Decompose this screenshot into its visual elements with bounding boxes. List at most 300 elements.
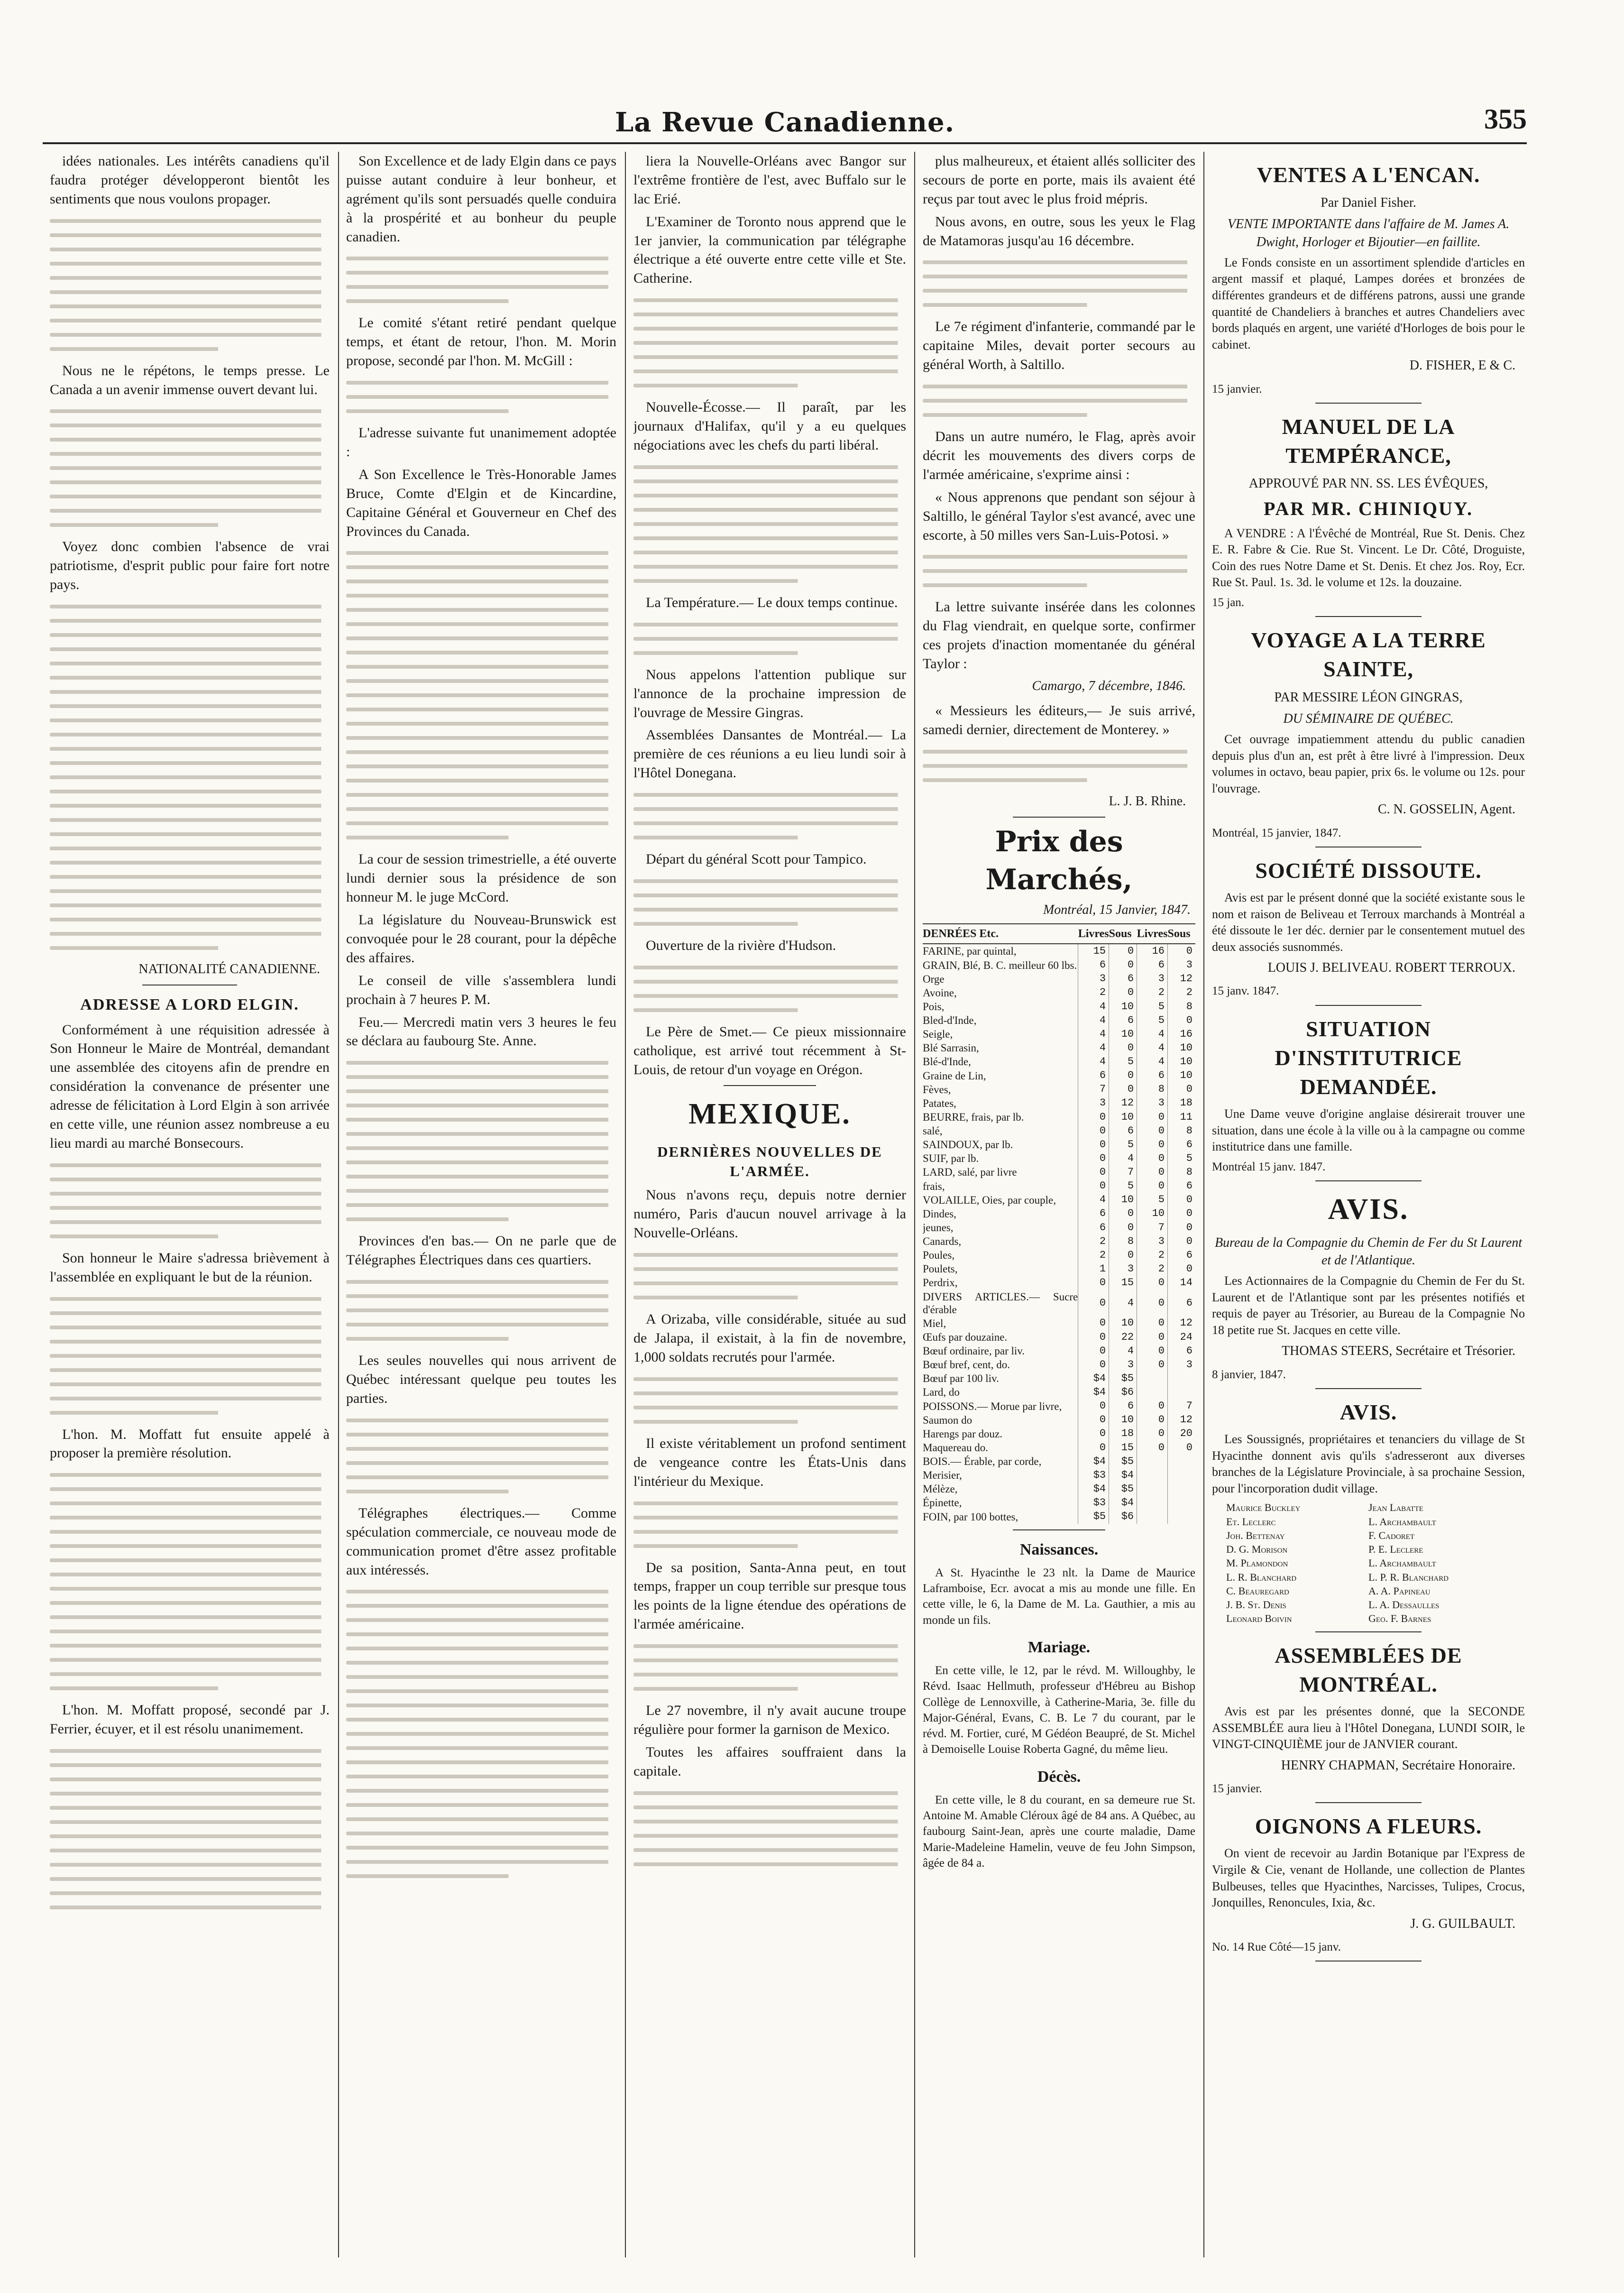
advertisement — [1212, 412, 1525, 617]
advertisement — [1212, 1014, 1525, 1182]
commodity-cell: Poules, — [923, 1249, 955, 1262]
price-cell: 5 — [1137, 1000, 1168, 1013]
price-cell: 0 — [1137, 1165, 1168, 1179]
signatory-name: Maurice Buckley — [1226, 1501, 1301, 1514]
price-row — [923, 1358, 1195, 1372]
article-paragraph: Le 7e régiment d'infanterie, commandé par le capitaine Miles, devait porter secours au général Worth, à Saltillo. — [923, 319, 1195, 373]
article-paragraph: Nouvelle-Écosse.— Il paraît, par les journaux d'Halifax, qu'il y a eu quelques négociations avec les chefs du parti libéral. — [633, 399, 906, 453]
section-rule — [1013, 817, 1106, 818]
commodity-cell: Avoine, — [923, 986, 957, 999]
illegible-text-block — [633, 623, 906, 655]
price-cell: $4 — [1078, 1482, 1109, 1496]
illegible-text-block — [346, 381, 616, 413]
section-rule — [1315, 1388, 1422, 1389]
price-row — [923, 1468, 1195, 1482]
article-paragraph: Le Père de Smet.— Ce pieux missionnaire catholique, est arrivé tout récemment à St-Louis, de retour d'un voyage en Orégon. — [633, 1023, 906, 1077]
price-cell: 11 — [1168, 1110, 1196, 1124]
commodity-cell: SAINDOUX, par lb. — [923, 1139, 1013, 1151]
commodity-cell: Pois, — [923, 1000, 945, 1013]
article-paragraph: « Nous apprenons que pendant son séjour à Saltillo, le général Taylor s'est avancé, avec une escorte, à 50 milles vers San-Luis-Potosi. » — [923, 489, 1195, 543]
price-cell: 5 — [1109, 1179, 1137, 1193]
commodity-cell: GRAIN, Blé, B. C. meilleur 60 lbs. — [923, 959, 1077, 971]
price-cell: 4 — [1078, 1000, 1109, 1013]
advertisement-body: On vient de recevoir au Jardin Botanique par l'Express de Virgile & Cie, venant de Hollande, une collection de Plantes Bulbeuses, telles que Hyacinthes, Narcisses, Tulipes, Crocus, Jonquilles, Renoncules, Ixia, &c. — [1212, 1846, 1525, 1910]
price-cell: 0 — [1078, 1276, 1109, 1289]
price-cell: 0 — [1109, 1207, 1137, 1221]
price-cell — [1168, 1372, 1196, 1385]
price-cell: 15 — [1109, 1276, 1137, 1289]
article-paragraph: Télégraphes électriques.— Comme spéculation commerciale, ce nouveau mode de communication promet d'être assez profitable aux intéressés. — [346, 1505, 616, 1578]
column-divider — [1203, 152, 1204, 2257]
header-cell: DENRÉES Etc. — [923, 924, 1078, 944]
price-cell: 4 — [1109, 1290, 1137, 1317]
price-cell: 6 — [1109, 972, 1137, 986]
illegible-text-block — [50, 1749, 330, 1909]
price-cell: 5 — [1137, 1193, 1168, 1207]
price-cell: 12 — [1109, 1096, 1137, 1110]
article-paragraph: A Son Excellence le Très-Honorable James Bruce, Comte d'Elgin et de Kincardine, Capitaine Général et Gouverneur en Chef des Provinces du Canada. — [346, 466, 616, 539]
commodity-cell: Lard, do — [923, 1386, 960, 1399]
price-cell: 3 — [1137, 1234, 1168, 1248]
illegible-text-block — [633, 1377, 906, 1424]
price-cell: 4 — [1109, 1344, 1137, 1358]
price-cell: 0 — [1078, 1165, 1109, 1179]
advertisement-title: VENTES A L'ENCAN. — [1257, 163, 1480, 187]
section-rule — [1315, 1631, 1422, 1632]
price-row — [923, 1276, 1195, 1289]
price-cell: 20 — [1168, 1427, 1196, 1441]
advertisement-signature: J. G. GUILBAULT. — [1410, 1916, 1515, 1931]
price-cell: 5 — [1137, 1013, 1168, 1027]
price-row — [923, 1138, 1195, 1151]
price-row — [923, 1317, 1195, 1330]
price-cell — [1137, 1510, 1168, 1524]
price-cell: 2 — [1078, 1248, 1109, 1262]
price-cell: $4 — [1078, 1455, 1109, 1468]
advertisement-body: A VENDRE : A l'Évêché de Montréal, Rue St. Denis. Chez E. R. Fabre & Cie. Rue St. Vincent. Le Dr. Côté, Droguiste, Coin des rues Notre Dame et St. Denis. Et chez Jos. Roy, Ecr. Rue St. Paul. 1s. 3d. le volume et 12s. la douzaine. — [1212, 526, 1525, 589]
commodity-cell: Seigle, — [923, 1028, 953, 1041]
column-3 — [633, 152, 906, 2257]
price-cell: 0 — [1109, 1248, 1137, 1262]
commodity-cell: FOIN, par 100 bottes, — [923, 1510, 1018, 1523]
price-cell: 0 — [1137, 1179, 1168, 1193]
price-cell: 10 — [1109, 1413, 1137, 1427]
price-cell: 0 — [1078, 1427, 1109, 1441]
price-cell: 6 — [1137, 958, 1168, 972]
article-paragraph: Voyez donc combien l'absence de vrai patriotisme, d'esprit public pour faire fort notre pays. — [50, 539, 330, 593]
price-row — [923, 972, 1195, 986]
price-cell: 4 — [1137, 1027, 1168, 1041]
illegible-text-block — [50, 409, 330, 527]
price-cell: 10 — [1109, 1193, 1137, 1207]
advertisement-body: Une Dame veuve d'origine anglaise désirerait trouver une situation, dans une école à la ville ou à la campagne ou comme institutrice dans une famille. — [1212, 1107, 1525, 1154]
price-cell: 8 — [1168, 1165, 1196, 1179]
price-cell: 4 — [1137, 1055, 1168, 1068]
price-row — [923, 1055, 1195, 1068]
commodity-cell: SUIF, par lb. — [923, 1152, 979, 1165]
price-cell: 2 — [1137, 1248, 1168, 1262]
price-cell: 10 — [1109, 1000, 1137, 1013]
commodity-cell: Bled-d'Inde, — [923, 1014, 977, 1027]
price-row — [923, 1427, 1195, 1441]
price-cell: 10 — [1168, 1055, 1196, 1068]
illegible-text-block — [50, 1297, 330, 1415]
commodity-cell: Perdrix, — [923, 1277, 958, 1289]
price-cell: 2 — [1137, 1262, 1168, 1276]
article-paragraph: idées nationales. Les intérêts canadiens qu'il faudra protéger développeront bientôt les sentiments que nous voulons propager. — [50, 153, 330, 207]
price-cell — [1168, 1468, 1196, 1482]
article-paragraph: L'Examiner de Toronto nous apprend que le 1er janvier, la communication par télégraphe électrique a été ouverte entre cette ville et Ste. Catherine. — [633, 213, 906, 286]
signatories-list — [1226, 1501, 1511, 1625]
section-rule — [1315, 403, 1422, 404]
commodity-cell: Patates, — [923, 1097, 956, 1109]
marriage-heading: Mariage. — [1028, 1638, 1091, 1656]
illegible-text-block — [50, 1473, 330, 1690]
price-table-header — [923, 924, 1195, 944]
advertisement-title: MANUEL DE LA TEMPÉRANCE, — [1282, 414, 1455, 468]
price-cell: 0 — [1078, 1413, 1109, 1427]
commodity-cell: Bœuf par 100 liv. — [923, 1372, 999, 1385]
advertisement — [1212, 1190, 1525, 1389]
article-paragraph: Ouverture de la rivière d'Hudson. — [646, 938, 836, 954]
article-paragraph: L'hon. M. Moffatt fut ensuite appelé à proposer la première résolution. — [50, 1426, 330, 1461]
advertisement — [1212, 1812, 1525, 1961]
section-rule — [1315, 1180, 1422, 1181]
price-row — [923, 1096, 1195, 1110]
commodity-cell: Miel, — [923, 1317, 946, 1329]
illegible-text-block — [50, 219, 330, 351]
page-number: 355 — [1484, 103, 1527, 135]
price-cell: 6 — [1078, 1221, 1109, 1234]
advertisement-signature: THOMAS STEERS, Secrétaire et Trésorier. — [1281, 1344, 1515, 1359]
price-cell: 0 — [1109, 1041, 1137, 1055]
price-row — [923, 1248, 1195, 1262]
price-cell — [1168, 1482, 1196, 1496]
price-cell: 0 — [1109, 1221, 1137, 1234]
price-row — [923, 1013, 1195, 1027]
price-cell: 0 — [1078, 1400, 1109, 1413]
price-cell: 15 — [1078, 944, 1109, 958]
signatory-name: Geo. F. Barnes — [1368, 1612, 1431, 1625]
signatory-name: L. Archambault — [1368, 1515, 1436, 1528]
price-cell: 6 — [1168, 1248, 1196, 1262]
illegible-text-block — [346, 1590, 616, 1878]
price-cell: 6 — [1109, 1124, 1137, 1138]
price-row — [923, 1496, 1195, 1510]
header-cell: Sous — [1168, 924, 1196, 944]
price-cell: 0 — [1168, 1207, 1196, 1221]
price-row — [923, 1069, 1195, 1083]
article-paragraph: La législature du Nouveau-Brunswick est convoquée pour le 28 courant, pour la dépêche des affaires. — [346, 912, 616, 966]
signatory-name: C. Beauregard — [1226, 1584, 1289, 1597]
illegible-text-block — [633, 1644, 906, 1691]
signatory-name: A. A. Papineau — [1368, 1584, 1431, 1597]
section-subheading: DERNIÈRES NOUVELLES DE L'ARMÉE. — [657, 1143, 882, 1180]
price-cell: 8 — [1109, 1234, 1137, 1248]
prices-date: Montréal, 15 Janvier, 1847. — [1043, 902, 1191, 917]
advertisement-date: No. 14 Rue Côté—15 janv. — [1212, 1940, 1341, 1953]
price-cell: 4 — [1137, 1041, 1168, 1055]
article-paragraph: Le conseil de ville s'assemblera lundi prochain à 7 heures P. M. — [346, 972, 616, 1007]
advertisement-body: Avis est par le présent donné que la société existante sous le nom et raison de Beliveau et Terroux marchands à Montréal a été dissoute le 1er déc. dernier par le consentement mutuel des deux associés susnommés. — [1212, 890, 1525, 954]
commodity-cell: Œufs par douzaine. — [923, 1331, 1008, 1343]
advertisement-signature: C. N. GOSSELIN, Agent. — [1377, 802, 1515, 817]
price-cell: 5 — [1168, 1151, 1196, 1165]
price-cell: 0 — [1137, 1276, 1168, 1289]
commodity-cell: Merisier, — [923, 1469, 962, 1482]
signatory-name: M. Plamondon — [1226, 1557, 1288, 1569]
price-cell: 0 — [1168, 944, 1196, 958]
article-paragraph: De sa position, Santa-Anna peut, en tout temps, frapper un coup terrible sur presque tous les points de la ligne étendue des opérations de l'armée américaine. — [633, 1559, 906, 1632]
advertisement-signature: HENRY CHAPMAN, Secrétaire Honoraire. — [1281, 1758, 1515, 1773]
price-cell: 8 — [1137, 1083, 1168, 1096]
advertisement-title: VOYAGE A LA TERRE SAINTE, — [1251, 628, 1486, 681]
illegible-text-block — [633, 1791, 906, 1866]
price-cell: 0 — [1078, 1138, 1109, 1151]
advertisement-date: 15 janvier. — [1212, 382, 1262, 396]
signatory-name: Jean Labatte — [1368, 1501, 1423, 1514]
illegible-text-block — [923, 385, 1195, 417]
price-cell: 6 — [1168, 1290, 1196, 1317]
advertisement — [1212, 856, 1525, 1006]
price-cell: 6 — [1109, 1400, 1137, 1413]
article-signoff: NATIONALITÉ CANADIENNE. — [138, 962, 320, 977]
price-cell: 18 — [1109, 1427, 1137, 1441]
price-cell: 3 — [1109, 1262, 1137, 1276]
advertisement-body: Le Fonds consiste en un assortiment splendide d'articles en argent massif et plaqué, Lampes dorées et bronzées de différentes grandeurs et de différens patrons, aussi une grande quantité de Chandeliers à branches et autres Chandeliers avec bords plaqués en argent, une variété d'Horloges de bois pour le cabinet. — [1212, 255, 1525, 351]
births-notice: A St. Hyacinthe le 23 nlt. la Dame de Maurice Laframboise, Ecr. avocat a mis au monde une fille. En cette ville, le 6, la Dame de M. La. Gauthier, a mis au monde un fils. — [923, 1566, 1195, 1627]
illegible-text-block — [633, 966, 906, 1012]
advertisement-date: 15 jan. — [1212, 596, 1245, 609]
price-cell: 6 — [1078, 1069, 1109, 1083]
article-paragraph: Départ du général Scott pour Tampico. — [646, 851, 867, 867]
price-cell: 0 — [1168, 1262, 1196, 1276]
illegible-text-block — [923, 750, 1195, 782]
price-cell: 0 — [1137, 1151, 1168, 1165]
illegible-text-block — [633, 465, 906, 583]
price-cell: 0 — [1137, 1290, 1168, 1317]
price-row — [923, 1000, 1195, 1013]
illegible-text-block — [346, 1061, 616, 1221]
price-cell — [1168, 1385, 1196, 1399]
article-paragraph: Il existe véritablement un profond sentiment de vengeance contre les États-Unis dans l'intérieur du Mexique. — [633, 1435, 906, 1489]
price-cell: 8 — [1168, 1124, 1196, 1138]
advertisement-subtitle: Bureau de la Compagnie du Chemin de Fer du St Laurent et de l'Atlantique. — [1214, 1235, 1523, 1268]
price-cell: 0 — [1137, 1330, 1168, 1344]
price-row — [923, 1207, 1195, 1221]
newspaper-title: La Revue Canadienne. — [615, 107, 955, 138]
signatory-name: L. A. Dessaulles — [1368, 1599, 1440, 1611]
price-cell — [1137, 1372, 1168, 1385]
price-cell: 0 — [1078, 1151, 1109, 1165]
commodity-cell: DIVERS ARTICLES.— Sucre d'érable — [923, 1290, 1078, 1316]
advertisement-date: 15 janvier. — [1212, 1782, 1262, 1795]
price-cell: 24 — [1168, 1330, 1196, 1344]
price-cell: 8 — [1168, 1000, 1196, 1013]
commodity-cell: Épinette, — [923, 1497, 962, 1509]
deaths-notice: En cette ville, le 8 du courant, en sa demeure rue St. Antoine M. Amable Cléroux âgé de 84 ans. A Québec, au faubourg Saint-Jean, après une courte maladie, Dame Marie-Madeleine Hamelin, veuve de feu John Simpson, âgée de 84 a. — [923, 1793, 1195, 1869]
price-cell: 3 — [1168, 1358, 1196, 1372]
price-row — [923, 1372, 1195, 1385]
article-paragraph: Son honneur le Maire s'adressa brièvement à l'assemblée en expliquant le but de la réunion. — [50, 1250, 330, 1285]
commodity-cell: BEURRE, frais, par lb. — [923, 1111, 1024, 1123]
article-paragraph: Nous appelons l'attention publique sur l'annonce de la prochaine impression de l'ouvrage de Messire Gingras. — [633, 666, 906, 720]
price-row — [923, 1455, 1195, 1468]
prices-title: Prix des Marchés, — [985, 825, 1133, 897]
commodity-cell: FARINE, par quintal, — [923, 945, 1017, 958]
commodity-cell: frais, — [923, 1180, 945, 1192]
signatory-name: Joh. Bettenay — [1226, 1529, 1285, 1541]
price-row — [923, 1193, 1195, 1207]
price-row — [923, 1110, 1195, 1124]
advertisement-signature: LOUIS J. BELIVEAU. ROBERT TERROUX. — [1267, 960, 1515, 976]
price-cell: 0 — [1078, 1358, 1109, 1372]
price-cell: 3 — [1137, 972, 1168, 986]
article-paragraph: Le comité s'étant retiré pendant quelque temps, et étant de retour, l'hon. M. Morin propose, secondé par l'hon. M. McGill : — [346, 315, 616, 369]
births-heading: Naissances. — [1019, 1540, 1099, 1558]
letter-signature: L. J. B. Rhine. — [1109, 794, 1186, 809]
advertisement-byline: Par Daniel Fisher. — [1321, 195, 1416, 211]
price-cell: 0 — [1137, 1344, 1168, 1358]
price-cell: 14 — [1168, 1276, 1196, 1289]
deaths-heading: Décès. — [1037, 1768, 1081, 1786]
article-paragraph: L'hon. M. Moffatt proposé, secondé par J. Ferrier, écuyer, et il est résolu unanimement. — [50, 1702, 330, 1737]
advertisement-body: Les Actionnaires de la Compagnie du Chemin de Fer du St. Laurent et de l'Atlantique sont par les présentes notifiés et requis de payer au Trésorier, au Bureau de la Compagnie No 18 petite rue St. Jacques en cette ville. — [1212, 1274, 1525, 1337]
illegible-text-block — [346, 551, 616, 839]
price-cell: $4 — [1109, 1468, 1137, 1482]
price-cell: 16 — [1168, 1027, 1196, 1041]
price-cell: $5 — [1109, 1372, 1137, 1385]
price-cell: 3 — [1168, 958, 1196, 972]
illegible-text-block — [923, 555, 1195, 587]
price-cell: 3 — [1078, 972, 1109, 986]
price-cell: 0 — [1168, 1193, 1196, 1207]
signatory-name: Et. Leclerc — [1226, 1515, 1276, 1528]
price-cell: $4 — [1109, 1496, 1137, 1510]
price-cell: 0 — [1137, 1317, 1168, 1330]
commodity-cell: Graine de Lin, — [923, 1069, 986, 1082]
price-cell: 0 — [1168, 1083, 1196, 1096]
column-5-advertisements — [1212, 152, 1525, 2257]
header-cell: Livres — [1078, 924, 1109, 944]
commodity-cell: VOLAILLE, Oies, par couple, — [923, 1194, 1056, 1206]
commodity-cell: BOIS.— Érable, par corde, — [923, 1455, 1042, 1468]
price-cell: 4 — [1078, 1193, 1109, 1207]
advertisement-subtitle: PAR MR. CHINIQUY. — [1263, 498, 1474, 520]
illegible-text-block — [633, 879, 906, 926]
price-cell: 0 — [1137, 1400, 1168, 1413]
price-cell: 0 — [1078, 1179, 1109, 1193]
price-cell: 6 — [1109, 1013, 1137, 1027]
commodity-cell: Canards, — [923, 1235, 962, 1248]
price-row — [923, 1165, 1195, 1179]
price-cell: 16 — [1137, 944, 1168, 958]
price-cell: 6 — [1137, 1069, 1168, 1083]
commodity-cell: salé, — [923, 1125, 943, 1137]
column-2 — [346, 152, 616, 2257]
price-cell: 0 — [1137, 1427, 1168, 1441]
advertisement-date: 8 janvier, 1847. — [1212, 1368, 1286, 1381]
advertisement-body: Cet ouvrage impatiemment attendu du public canadien depuis plus d'un an, est prêt à être livré à l'impression. Deux volumes in octavo, beau papier, prix 6s. le volume ou 12s. pour l'ouvrage. — [1212, 732, 1525, 795]
advertisement — [1212, 626, 1525, 847]
column-1 — [50, 152, 330, 2257]
signatory-name: L. P. R. Blanchard — [1368, 1571, 1449, 1583]
article-paragraph: Assemblées Dansantes de Montréal.— La première de ces réunions a eu lieu lundi soir à l'Hôtel Donegana. — [633, 727, 906, 781]
price-row — [923, 1027, 1195, 1041]
price-cell: 0 — [1168, 1013, 1196, 1027]
masthead-rule — [43, 142, 1527, 144]
price-cell: $4 — [1078, 1385, 1109, 1399]
masthead — [43, 103, 1527, 145]
advertisement — [1212, 1641, 1525, 1804]
signatory-name: L. R. Blanchard — [1226, 1571, 1297, 1583]
article-paragraph: A Orizaba, ville considérable, située au sud de Jalapa, il existait, à la fin de novembre, 1,000 soldats recrutés pour l'armée. — [633, 1311, 906, 1365]
price-cell: 0 — [1168, 1221, 1196, 1234]
price-row — [923, 1234, 1195, 1248]
price-row — [923, 1482, 1195, 1496]
section-heading: ADRESSE A LORD ELGIN. — [80, 996, 299, 1014]
signatory-name: L. Archambault — [1368, 1557, 1436, 1569]
commodity-cell: Blé Sarrasin, — [923, 1042, 979, 1054]
price-cell: 0 — [1078, 1124, 1109, 1138]
price-cell: 15 — [1109, 1441, 1137, 1455]
price-row — [923, 1262, 1195, 1276]
price-cell — [1168, 1496, 1196, 1510]
header-cell: Livres — [1137, 924, 1168, 944]
price-cell — [1137, 1455, 1168, 1468]
price-cell: 0 — [1078, 1330, 1109, 1344]
price-cell: 7 — [1168, 1400, 1196, 1413]
illegible-text-block — [633, 793, 906, 839]
price-cell: $3 — [1078, 1496, 1109, 1510]
illegible-text-block — [346, 257, 616, 303]
signatory-name: Leonard Boivin — [1226, 1612, 1292, 1625]
price-cell: 0 — [1137, 1138, 1168, 1151]
article-paragraph: L'adresse suivante fut unanimement adoptée : — [346, 425, 616, 460]
price-cell: 0 — [1109, 958, 1137, 972]
price-cell: 10 — [1168, 1069, 1196, 1083]
article-paragraph: Feu.— Mercredi matin vers 3 heures le feu se déclara au faubourg Ste. Anne. — [346, 1014, 616, 1049]
price-cell: 4 — [1078, 1041, 1109, 1055]
price-cell: 2 — [1078, 1234, 1109, 1248]
article-paragraph: La cour de session trimestrielle, a été ouverte lundi dernier sous la présidence de son honneur M. le juge McCord. — [346, 851, 616, 905]
commodity-cell: Bœuf bref, cent, do. — [923, 1359, 1010, 1371]
header-cell: Sous — [1109, 924, 1137, 944]
commodity-cell: Fèves, — [923, 1083, 951, 1096]
price-cell: 6 — [1078, 1207, 1109, 1221]
article-paragraph: Conformément à une réquisition adressée à Son Honneur le Maire de Montréal, demandant une assemblée des citoyens afin de prendre en considération la convenance de présenter une adresse de félicitation à Lord Elgin à son arrivée en cette ville, une réunion assez nombreuse a eu lieu mardi au marché Bonsecours. — [50, 1022, 330, 1151]
price-cell: 3 — [1078, 1096, 1109, 1110]
price-row — [923, 1385, 1195, 1399]
price-cell: 0 — [1168, 1441, 1196, 1455]
illegible-text-block — [923, 260, 1195, 307]
price-row — [923, 1124, 1195, 1138]
commodity-cell: Blé-d'Inde, — [923, 1056, 971, 1068]
price-cell: 0 — [1137, 1413, 1168, 1427]
commodity-cell: Harengs par douz. — [923, 1427, 1002, 1440]
price-row — [923, 1290, 1195, 1317]
section-rule — [1013, 1529, 1106, 1530]
advertisement-title: ASSEMBLÉES DE MONTRÉAL. — [1275, 1643, 1462, 1696]
illegible-text-block — [346, 1280, 616, 1341]
commodity-cell: POISSONS.— Morue par livre, — [923, 1400, 1062, 1412]
price-cell: 0 — [1078, 1344, 1109, 1358]
column-divider — [625, 152, 626, 2257]
price-cell: 4 — [1078, 1013, 1109, 1027]
price-row — [923, 1330, 1195, 1344]
price-cell: 7 — [1078, 1083, 1109, 1096]
price-cell: 0 — [1078, 1110, 1109, 1124]
